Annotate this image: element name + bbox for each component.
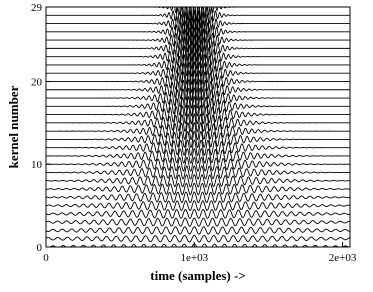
x-tick-label: 1e+03 xyxy=(180,252,209,264)
kernel-trace-11 xyxy=(46,149,350,164)
kernel-trace-1 xyxy=(46,235,350,242)
x-axis-ticks xyxy=(43,242,357,264)
kernel-trace-10 xyxy=(46,157,350,171)
x-axis-label: time (samples) -> xyxy=(150,268,246,283)
kernel-trace-9 xyxy=(46,166,350,179)
kernel-trace-6 xyxy=(46,192,350,203)
kernel-trace-3 xyxy=(46,218,350,226)
x-tick-label: 0 xyxy=(43,252,49,264)
kernel-trace-8 xyxy=(46,175,350,187)
x-tick-label: 2e+03 xyxy=(328,252,357,264)
y-tick-label: 0 xyxy=(36,242,42,254)
y-tick-label: 20 xyxy=(31,76,42,89)
kernel-trace-7 xyxy=(46,183,350,194)
y-tick-label: 29 xyxy=(31,2,42,14)
y-tick-label: 10 xyxy=(31,159,42,172)
kernel-trace-2 xyxy=(46,227,350,234)
y-axis-label: kernel number xyxy=(6,85,21,169)
kernel-trace-4 xyxy=(46,209,350,218)
kernel-traces xyxy=(46,7,350,247)
